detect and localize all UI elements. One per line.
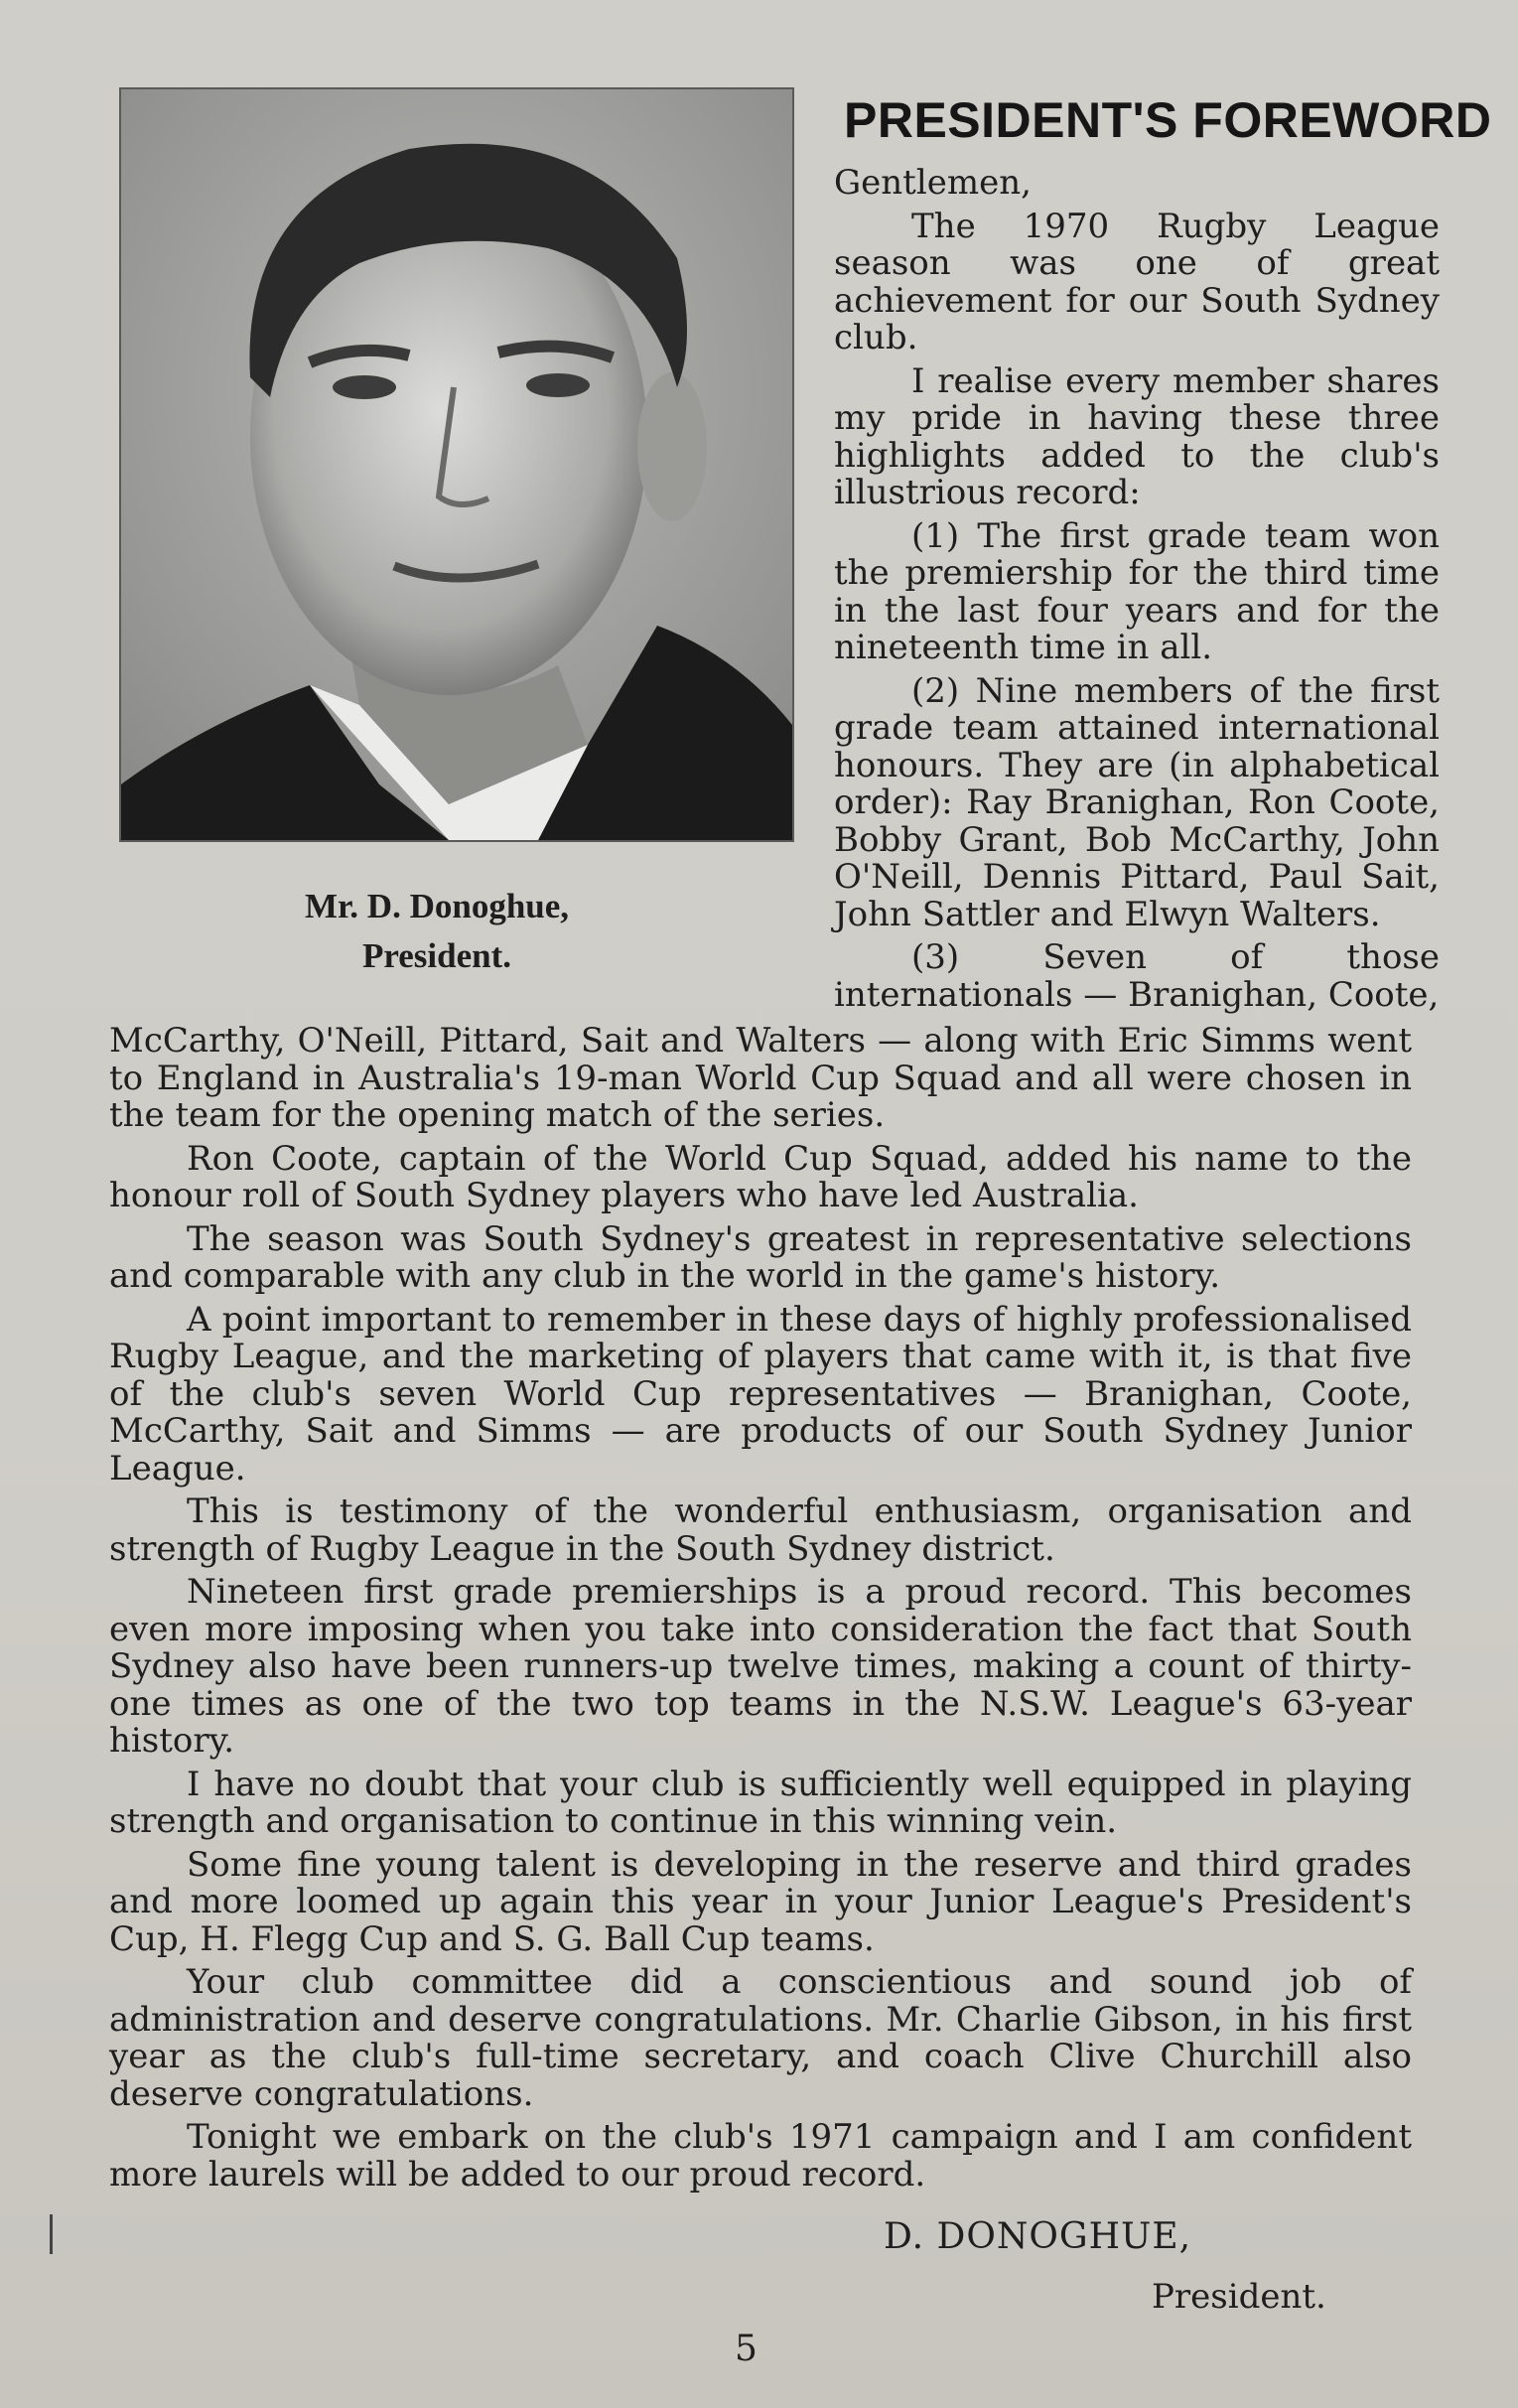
paragraph: Your club committee did a conscientious and sound job of administration and deserve congratulations. Mr. Charlie Gibson, in his first year as the club's full-time secretary, and coach Clive Churchill also deserve congratulations.	[109, 1962, 1412, 2114]
page-title: PRESIDENT'S FOREWORD	[844, 92, 1492, 148]
paragraph: A point important to remember in these days of highly professionalised Rugby League, and the marketing of players that came with it, is that five of the club's seven World Cup representatives — Branighan, Coote, McCarthy, Sait and Simms — are products of our South Sydney Junior League.	[109, 1299, 1412, 1488]
paragraph: (3) Seven of those internationals — Branighan, Coote,	[834, 937, 1440, 1015]
paragraph: McCarthy, O'Neill, Pittard, Sait and Walters — along with Eric Simms went to England in Australia's 19-man World Cup Squad and all were chosen in the team for the opening match of the series.	[109, 1021, 1412, 1135]
photo-caption	[119, 882, 755, 981]
paragraph: Tonight we embark on the club's 1971 campaign and I am confident more laurels will be added to our proud record.	[109, 2117, 1412, 2195]
salutation: Gentlemen,	[834, 163, 1032, 203]
narrow-column-text	[834, 165, 1440, 1014]
portrait-photo-icon	[121, 89, 792, 840]
paragraph: Nineteen first grade premierships is a proud record. This becomes even more imposing when you take into consideration the fact that South Sydney also have been runners-up twelve times, making a count of thirty-one times as one of the two top teams in the N.S.W. League's 63-year history.	[109, 1572, 1412, 1761]
paragraph: I realise every member shares my pride in having these three highlights added to the club's illustrious record:	[834, 360, 1440, 512]
paragraph: The 1970 Rugby League season was one of great achievement for our South Sydney club.	[834, 206, 1440, 357]
caption-name: Mr. D. Donoghue,	[304, 887, 570, 925]
page-number: 5	[735, 2329, 758, 2369]
signature-title: President.	[1152, 2277, 1326, 2317]
paragraph: (2) Nine members of the first grade team attained international honours. They are (in alphabetical order): Ray Branighan, Ron Coote, Bobby Grant, Bob McCarthy, John O'Neill, Dennis Pittard, Paul Sait, John Sattler and Elwyn Walters.	[834, 670, 1440, 934]
paragraph: Ron Coote, captain of the World Cup Squad, added his name to the honour roll of South Sydney players who have led Australia.	[109, 1138, 1412, 1215]
paragraph: The season was South Sydney's greatest in representative selections and comparable with any club in the world in the game's history.	[109, 1218, 1412, 1296]
paragraph: Some fine young talent is developing in the reserve and third grades and more loomed up again this year in your Junior League's President's Cup, H. Flegg Cup and S. G. Ball Cup teams.	[109, 1844, 1412, 1959]
margin-mark	[50, 2214, 53, 2254]
president-portrait-photo	[119, 87, 794, 842]
wide-column-text	[109, 1023, 1412, 2194]
paragraph: I have no doubt that your club is sufficiently well equipped in playing strength and organisation to continue in this winning vein.	[109, 1764, 1412, 1841]
paragraph: This is testimony of the wonderful enthusiasm, organisation and strength of Rugby League in the South Sydney district.	[109, 1491, 1412, 1569]
caption-title: President.	[361, 936, 512, 975]
signature-name: D. DONOGHUE,	[884, 2216, 1192, 2257]
paragraph: (1) The first grade team won the premiership for the third time in the last four years and for the nineteenth time in all.	[834, 515, 1440, 667]
